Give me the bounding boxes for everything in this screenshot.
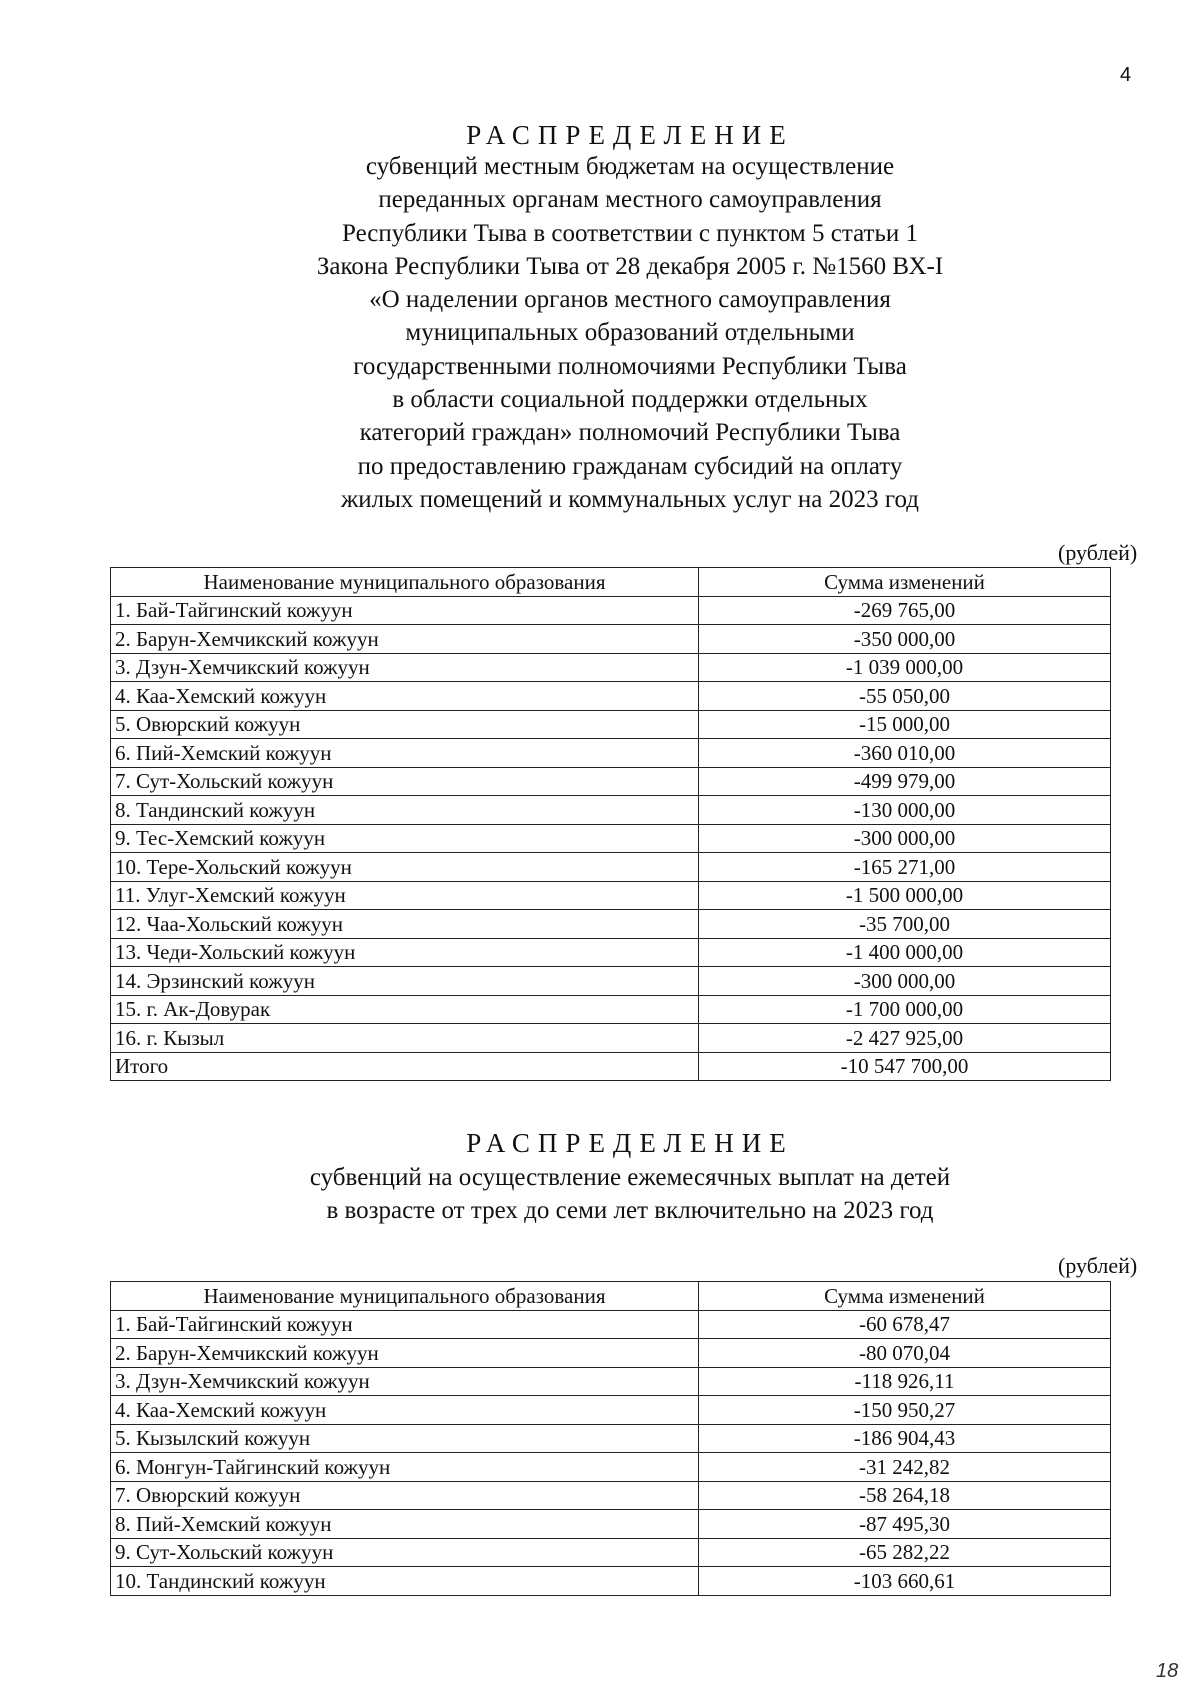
column-header-amount: Сумма изменений	[699, 1282, 1111, 1311]
table-row	[111, 796, 1111, 825]
section2-unit: (рублей)	[1058, 1253, 1138, 1278]
section1-heading: РАСПРЕДЕЛЕНИЕ	[466, 120, 794, 150]
table-header-row	[111, 568, 1111, 597]
municipality-name: 4. Каа-Хемский кожуун	[111, 1396, 699, 1425]
change-amount: -103 660,61	[699, 1567, 1111, 1596]
section2-description	[0, 1161, 1200, 1228]
change-amount: -499 979,00	[699, 767, 1111, 796]
table-row	[111, 767, 1111, 796]
municipality-name: 1. Бай-Тайгинский кожуун	[111, 596, 699, 625]
change-amount: -165 271,00	[699, 853, 1111, 882]
table-row	[111, 1510, 1111, 1539]
change-amount: -300 000,00	[699, 824, 1111, 853]
description-line: Республики Тыва в соответствии с пунктом 5 статьи 1	[342, 219, 918, 247]
change-amount: -1 500 000,00	[699, 881, 1111, 910]
municipality-name: 6. Монгун-Тайгинский кожуун	[111, 1453, 699, 1482]
change-amount: -150 950,27	[699, 1396, 1111, 1425]
municipality-name: 2. Барун-Хемчикский кожуун	[111, 1339, 699, 1368]
municipality-name: 11. Улуг-Хемский кожуун	[111, 881, 699, 910]
change-amount: -130 000,00	[699, 796, 1111, 825]
municipality-name: 1. Бай-Тайгинский кожуун	[111, 1310, 699, 1339]
description-line: муниципальных образований отдельными	[405, 319, 855, 347]
page-number: 4	[1120, 64, 1132, 86]
table-row	[111, 625, 1111, 654]
municipality-name: 7. Сут-Хольский кожуун	[111, 767, 699, 796]
description-line: в возрасте от трех до семи лет включительно на 2023 год	[326, 1197, 934, 1225]
table-row	[111, 995, 1111, 1024]
change-amount: -1 400 000,00	[699, 938, 1111, 967]
description-line: «О наделении органов местного самоуправления	[369, 286, 891, 314]
change-amount: -2 427 925,00	[699, 1024, 1111, 1053]
table-row	[111, 596, 1111, 625]
table-row	[111, 1339, 1111, 1368]
table-row	[111, 881, 1111, 910]
municipality-name: Итого	[111, 1052, 699, 1081]
table-header-row	[111, 1282, 1111, 1311]
change-amount: -15 000,00	[699, 710, 1111, 739]
change-amount: -118 926,11	[699, 1367, 1111, 1396]
municipality-name: 16. г. Кызыл	[111, 1024, 699, 1053]
column-header-name: Наименование муниципального образования	[111, 568, 699, 597]
change-amount: -87 495,30	[699, 1510, 1111, 1539]
change-amount: -60 678,47	[699, 1310, 1111, 1339]
section1-table	[110, 567, 1111, 1081]
table-row	[111, 824, 1111, 853]
table-row	[111, 710, 1111, 739]
municipality-name: 12. Чаа-Хольский кожуун	[111, 910, 699, 939]
table-row	[111, 1481, 1111, 1510]
change-amount: -35 700,00	[699, 910, 1111, 939]
change-amount: -1 039 000,00	[699, 653, 1111, 682]
table-row	[111, 1538, 1111, 1567]
column-header-amount: Сумма изменений	[699, 568, 1111, 597]
change-amount: -1 700 000,00	[699, 995, 1111, 1024]
municipality-name: 4. Каа-Хемский кожуун	[111, 682, 699, 711]
table-row	[111, 1310, 1111, 1339]
section1-unit: (рублей)	[1058, 540, 1138, 565]
change-amount: -58 264,18	[699, 1481, 1111, 1510]
municipality-name: 7. Овюрский кожуун	[111, 1481, 699, 1510]
description-line: в области социальной поддержки отдельных	[392, 386, 868, 414]
change-amount: -65 282,22	[699, 1538, 1111, 1567]
change-amount: -360 010,00	[699, 739, 1111, 768]
municipality-name: 2. Барун-Хемчикский кожуун	[111, 625, 699, 654]
change-amount: -350 000,00	[699, 625, 1111, 654]
municipality-name: 9. Сут-Хольский кожуун	[111, 1538, 699, 1567]
table-row	[111, 1453, 1111, 1482]
description-line: по предоставлению гражданам субсидий на оплату	[357, 452, 903, 480]
section2-heading: РАСПРЕДЕЛЕНИЕ	[466, 1128, 794, 1158]
description-line: субвенций местным бюджетам на осуществление	[365, 153, 895, 180]
municipality-name: 8. Тандинский кожуун	[111, 796, 699, 825]
change-amount: -55 050,00	[699, 682, 1111, 711]
table-row	[111, 910, 1111, 939]
table-row	[111, 938, 1111, 967]
municipality-name: 3. Дзун-Хемчикский кожуун	[111, 1367, 699, 1396]
municipality-name: 5. Кызылский кожуун	[111, 1424, 699, 1453]
change-amount: -10 547 700,00	[699, 1052, 1111, 1081]
table-row	[111, 1396, 1111, 1425]
column-header-name: Наименование муниципального образования	[111, 1282, 699, 1311]
table-row	[111, 1567, 1111, 1596]
table-row	[111, 653, 1111, 682]
municipality-name: 9. Тес-Хемский кожуун	[111, 824, 699, 853]
municipality-name: 15. г. Ак-Довурак	[111, 995, 699, 1024]
description-line: категорий граждан» полномочий Республики Тыва	[359, 419, 901, 447]
table-row	[111, 1367, 1111, 1396]
change-amount: -300 000,00	[699, 967, 1111, 996]
change-amount: -269 765,00	[699, 596, 1111, 625]
municipality-name: 3. Дзун-Хемчикский кожуун	[111, 653, 699, 682]
table-row	[111, 967, 1111, 996]
municipality-name: 14. Эрзинский кожуун	[111, 967, 699, 996]
table-row	[111, 682, 1111, 711]
section1-description	[0, 150, 1200, 516]
description-line: государственными полномочиями Республики Тыва	[353, 352, 907, 380]
municipality-name: 8. Пий-Хемский кожуун	[111, 1510, 699, 1539]
municipality-name: 5. Овюрский кожуун	[111, 710, 699, 739]
municipality-name: 6. Пий-Хемский кожуун	[111, 739, 699, 768]
change-amount: -80 070,04	[699, 1339, 1111, 1368]
description-line: переданных органам местного самоуправления	[378, 186, 882, 214]
table-row	[111, 1052, 1111, 1081]
section2-table	[110, 1281, 1111, 1596]
description-line: Закона Республики Тыва от 28 декабря 2005 г. №1560 ВХ-I	[316, 252, 944, 280]
corner-page-number: 18	[1156, 1660, 1179, 1682]
table-row	[111, 1024, 1111, 1053]
table-row	[111, 853, 1111, 882]
municipality-name: 13. Чеди-Хольский кожуун	[111, 938, 699, 967]
description-line: субвенций на осуществление ежемесячных выплат на детей	[309, 1164, 951, 1191]
table-row	[111, 739, 1111, 768]
municipality-name: 10. Тере-Хольский кожуун	[111, 853, 699, 882]
description-line: жилых помещений и коммунальных услуг на 2023 год	[340, 485, 920, 513]
change-amount: -186 904,43	[699, 1424, 1111, 1453]
municipality-name: 10. Тандинский кожуун	[111, 1567, 699, 1596]
change-amount: -31 242,82	[699, 1453, 1111, 1482]
table-row	[111, 1424, 1111, 1453]
